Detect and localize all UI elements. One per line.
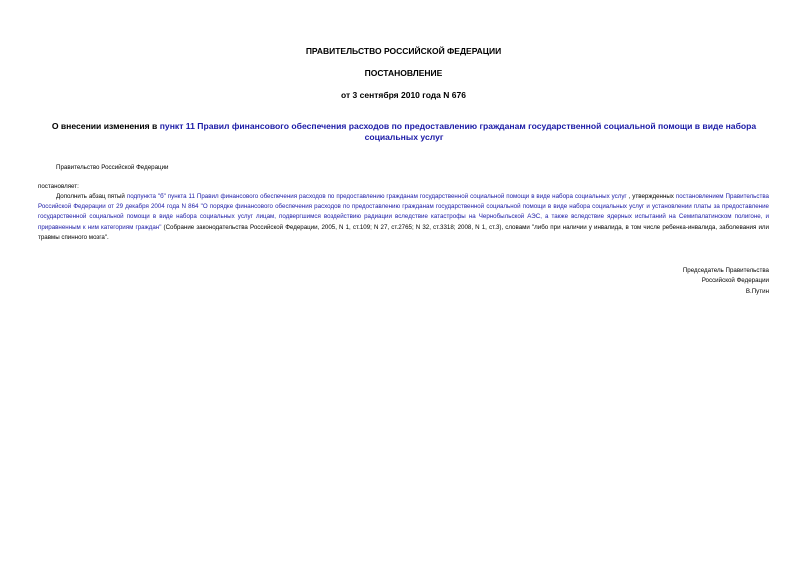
signature-org: Российской Федерации <box>701 277 769 284</box>
issuer-text: Правительство Российской Федерации <box>56 164 169 171</box>
heading-link[interactable]: пункт 11 Правил финансового обеспечения расходов по предоставлению гражданам государственной социальной помощи в виде набора социальных услуг <box>159 121 757 142</box>
document-date: от 3 сентября 2010 года N 676 <box>341 90 466 100</box>
paragraph-link-subclause[interactable]: подпункта "б" пункта 11 Правил финансового обеспечения расходов по предоставлению гражданам государственной социальной помощи в виде набора социальных услуг <box>126 193 627 200</box>
paragraph-text-2: , утвержденных <box>626 193 676 200</box>
paragraph-text-3: (Собрание законодательства Российской Федерации, 2005, N 1, ст.109; N 27, ст.2765; N 32, ст.3318; 2008, N 1, ст.3), словами "либо при наличии у инвалида, в том числе ребенка-инвалида, заболевания или травмы спинного мозга". <box>38 223 769 241</box>
government-title: ПРАВИТЕЛЬСТВО РОССИЙСКОЙ ФЕДЕРАЦИИ <box>305 46 502 56</box>
document-heading <box>36 121 772 143</box>
paragraph-text-1: Дополнить абзац пятый <box>56 193 127 200</box>
signature-title: Председатель Правительства <box>682 267 769 274</box>
signature-name: В.Путин <box>745 288 769 295</box>
document-type: ПОСТАНОВЛЕНИЕ <box>364 68 443 78</box>
paragraph-link-resolution[interactable]: постановлением Правительства Российской Федерации от 29 декабря 2004 года N 864 "О порядке финансового обеспечения расходов по предоставлению гражданам государственной социальной помощи в виде набора социальных услуг и установлении платы за предоставление государственной социальной помощи в виде набора социальных услуг лицам, подвергшимся воздействию радиации вследствие катастрофы на Чернобыльской АЭС, а также вследствие ядерных испытаний на Семипалатинском полигоне, и приравненным к ним категориям граждан" <box>38 193 769 231</box>
decrees-text: постановляет: <box>38 183 79 190</box>
heading-prefix: О внесении изменения в <box>51 121 160 131</box>
body-paragraph <box>38 192 769 243</box>
